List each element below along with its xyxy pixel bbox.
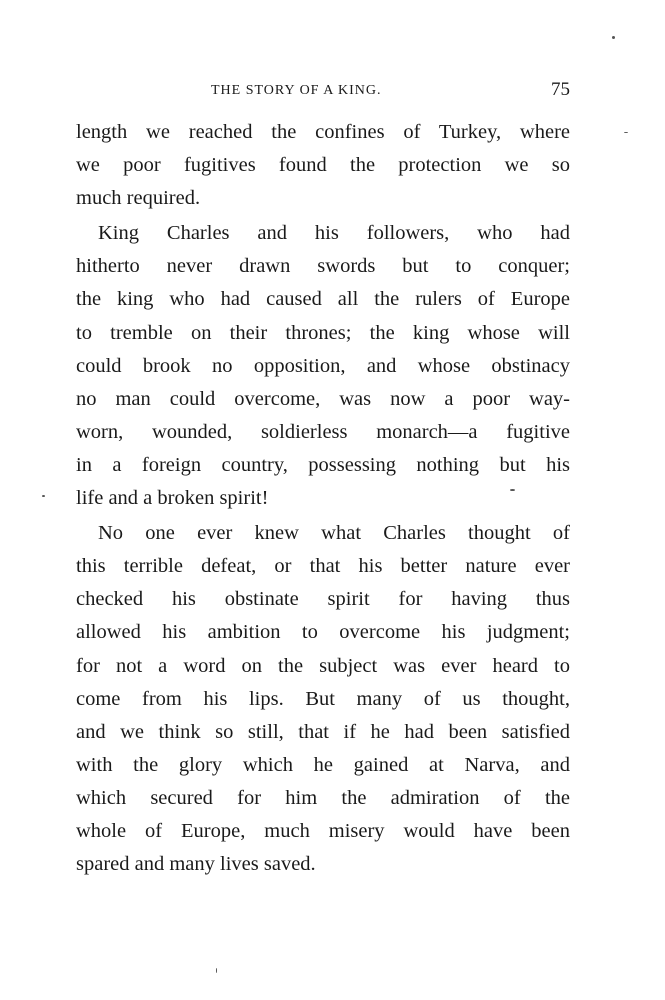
text-line: life and a broken spirit! — [76, 487, 269, 510]
text-line: with the glory which he gained at Narva, and — [76, 753, 570, 776]
text-line: hitherto never drawn swords but to conquer; — [76, 255, 570, 278]
text-line: worn, wounded, soldierless monarch—a fugitive — [76, 420, 570, 443]
paragraph — [76, 116, 570, 215]
paragraph — [76, 217, 570, 515]
page-number: 75 — [551, 79, 570, 100]
scan-speck — [42, 495, 45, 497]
scan-speck — [510, 489, 515, 491]
scan-speck — [624, 132, 628, 133]
text-line: could brook no opposition, and whose obstinacy — [76, 354, 570, 377]
text-line: in a foreign country, possessing nothing but his — [76, 453, 570, 476]
text-line: allowed his ambition to overcome his judgment; — [76, 621, 570, 644]
scan-speck — [612, 36, 615, 39]
text-line: no man could overcome, was now a poor way- — [76, 387, 570, 410]
body-text — [76, 116, 570, 881]
text-line: the king who had caused all the rulers of Europe — [76, 288, 570, 311]
text-line: which secured for him the admiration of the — [76, 786, 570, 809]
text-line: come from his lips. But many of us thought, — [76, 687, 570, 710]
text-line: No one ever knew what Charles thought of — [98, 522, 570, 545]
text-line: for not a word on the subject was ever heard to — [76, 654, 570, 677]
text-line: King Charles and his followers, who had — [98, 222, 570, 245]
running-head — [76, 79, 570, 103]
text-line: much required. — [76, 187, 201, 210]
text-line: spared and many lives saved. — [76, 853, 316, 876]
paragraph — [76, 517, 570, 881]
scan-speck — [216, 968, 217, 973]
text-line: whole of Europe, much misery would have been — [76, 819, 570, 842]
text-line: to tremble on their thrones; the king whose will — [76, 321, 570, 344]
text-line: we poor fugitives found the protection we so — [76, 154, 570, 177]
text-line: checked his obstinate spirit for having thus — [76, 588, 570, 611]
text-line: and we think so still, that if he had been satisfied — [76, 720, 570, 743]
running-title: THE STORY OF A KING. — [211, 83, 382, 98]
text-line: this terrible defeat, or that his better nature ever — [76, 555, 570, 578]
text-line: length we reached the confines of Turkey, where — [76, 121, 570, 143]
